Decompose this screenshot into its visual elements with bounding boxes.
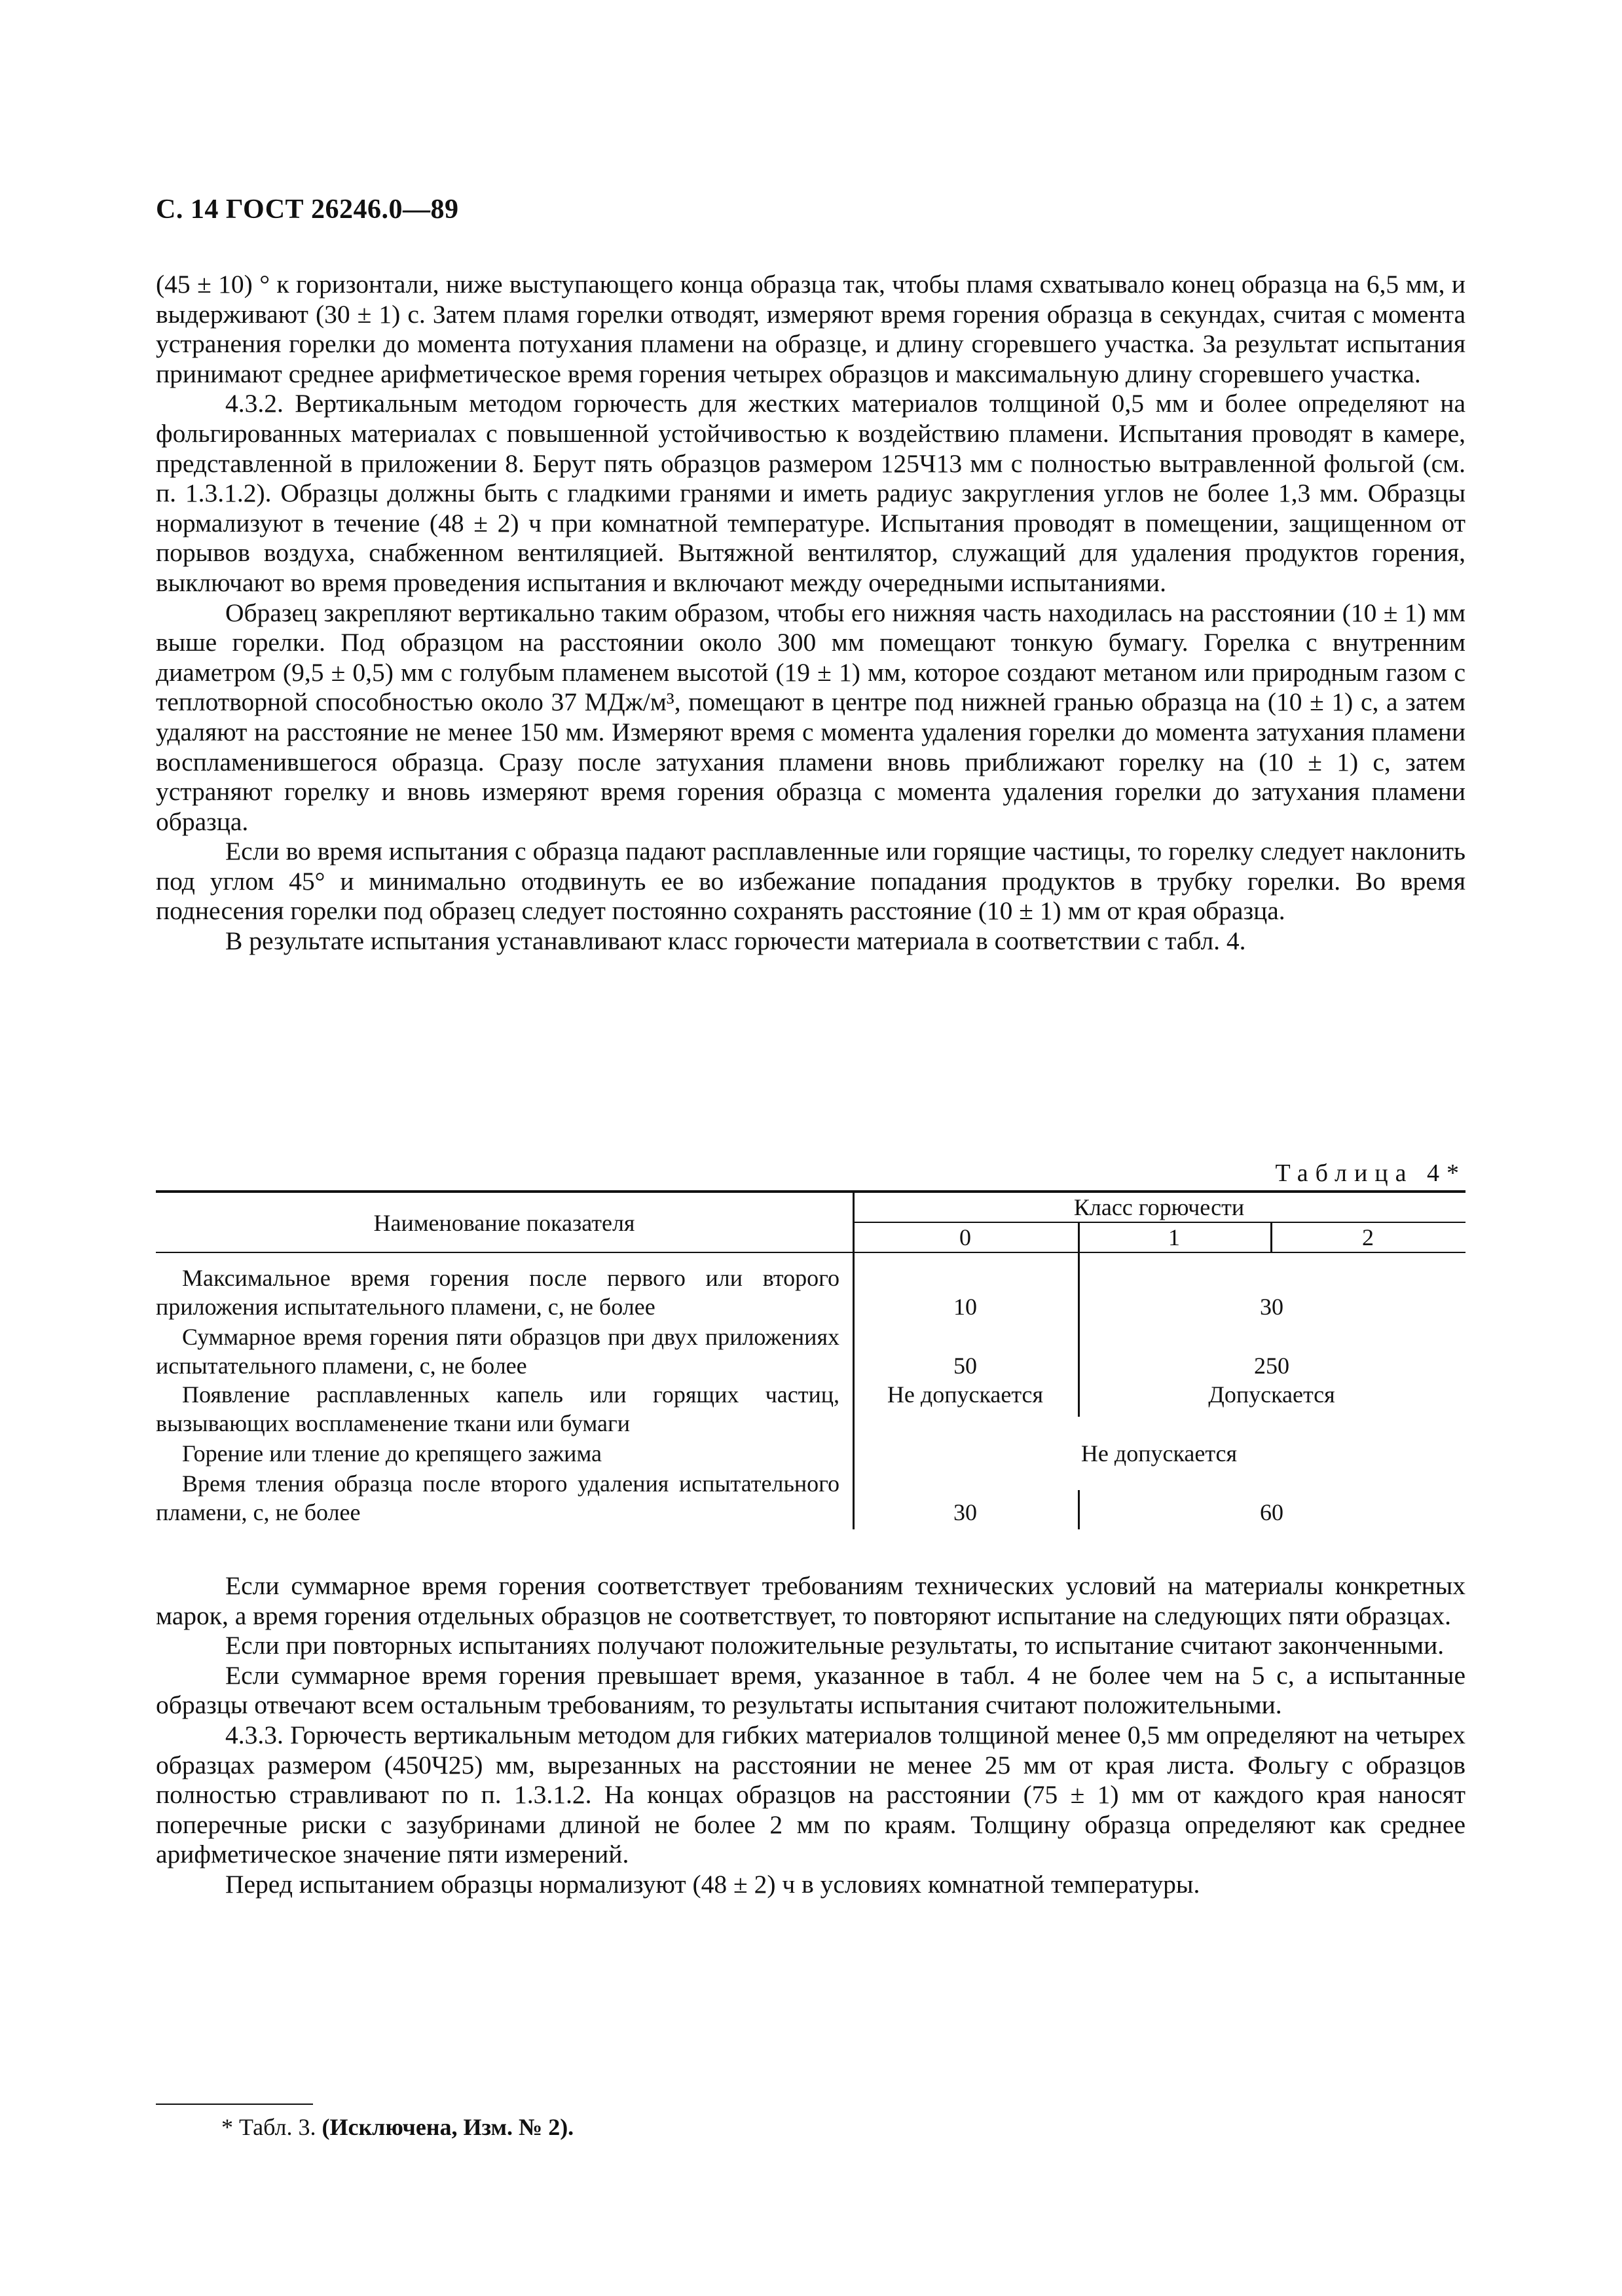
table-cell-class-0: 30 xyxy=(953,1499,977,1525)
paragraph: Если суммарное время горения превышает время, указанное в табл. 4 не более чем на 5 с, а испытанные образцы отвечают всем остальным требованиям, то результаты испытания считают положительными. xyxy=(156,1660,1465,1720)
table-cell-class-1-2: 60 xyxy=(1260,1499,1283,1525)
table-cell-class-0: 50 xyxy=(953,1353,977,1379)
table-row-name: Суммарное время горения пяти образцов при двух приложениях испытательного пламени, с, не более xyxy=(156,1324,839,1379)
table-cell-class-0: 10 xyxy=(953,1294,977,1320)
page-header: С. 14 ГОСТ 26246.0—89 xyxy=(156,194,459,225)
header-class-2: 2 xyxy=(1362,1224,1374,1250)
footnote xyxy=(221,2113,574,2141)
header-bottom-rule xyxy=(156,1252,1465,1253)
header-class-1: 1 xyxy=(1168,1224,1180,1250)
paragraph: Образец закрепляют вертикально таким образом, чтобы его нижняя часть находилась на расстоянии (10 ± 1) мм выше горелки. Под образцом на расстоянии около 300 мм помещают тонкую бумагу. Горелка с внутренним диаметром (9,5 ± 0,5) мм с голубым пламенем высотой (19 ± 1) мм, которое создают метаном или природным газом с теплотворной способностью около 37 МДж/м³, помещают в центре под нижней гранью образца на (10 ± 1) с, а затем удаляют на расстояние не менее 150 мм. Измеряют время с момента удаления горелки до момента затухания пламени воспламенившегося образца. Сразу после затухания пламени вновь приближают горелку на (10 ± 1) с, затем устраняют горелку и вновь измеряют время горения образца с момента удаления горелки до затухания пламени образца. xyxy=(156,598,1465,836)
table-row-name: Максимальное время горения после первого или второго приложения испытательного пламени, с, не более xyxy=(156,1265,839,1320)
footnote-prefix: * Табл. 3. xyxy=(221,2114,322,2140)
table-cell-all-classes: Не допускается xyxy=(1080,1440,1238,1467)
table-cell-class-1-2: 250 xyxy=(1254,1353,1289,1379)
footnote-rule xyxy=(156,2104,313,2105)
table-cell-class-1-2: Допускается xyxy=(1208,1381,1335,1408)
header-flammability-class: Класс горючести xyxy=(1073,1194,1245,1220)
text-block-bottom xyxy=(156,1571,1465,1900)
text-block-top xyxy=(156,270,1465,957)
paragraph: В результате испытания устанавливают класс горючести материала в соответствии с табл. 4. xyxy=(225,926,1246,956)
paragraph: Если суммарное время горения соответствует требованиям технических условий на материалы конкретных марок, а время горения отдельных образцов не соответствует, то повторяют испытание на следующих пяти образцах. xyxy=(156,1571,1465,1630)
header-class-0: 0 xyxy=(959,1224,971,1250)
paragraph: Если во время испытания с образца падают расплавленные или горящие частицы, то горелку следует наклонить под углом 45° и минимально отодвинуть ее во избежание попадания продуктов в трубку горелки. Во время поднесения горелки под образец следует постоянно сохранять расстояние (10 ± 1) мм от края образца. xyxy=(156,837,1465,926)
footnote-bold: (Исключена, Изм. № 2). xyxy=(322,2114,574,2140)
paragraph: 4.3.2. Вертикальным методом горючесть для жестких материалов толщиной 0,5 мм и более определяют на фольгированных материалах с повышенной устойчивостью к воздействию пламени. Испытания проводят в камере, представленной в приложении 8. Берут пять образцов размером 125Ч13 мм с полностью вытравленной фольгой (см. п. 1.3.1.2). Образцы должны быть с гладкими гранями и иметь радиус закругления углов не более 1,3 мм. Образцы нормализуют в течение (48 ± 2) ч при комнатной температуре. Испытания проводят в помещении, защищенном от порывов воздуха, снабженном вентиляцией. Вытяжной вентилятор, служащий для удаления продуктов горения, выключают во время проведения испытания и включают между очередными испытаниями. xyxy=(156,389,1465,597)
paragraph: Перед испытанием образцы нормализуют (48 ± 2) ч в условиях комнатной температуры. xyxy=(225,1869,1200,1899)
table-row-name: Время тления образца после второго удаления испытательного пламени, с, не более xyxy=(156,1470,839,1525)
paragraph: (45 ± 10) ° к горизонтали, ниже выступающего конца образца так, чтобы пламя схватывало конец образца на 6,5 мм, и выдерживают (30 ± 1) с. Затем пламя горелки отводят, измеряют время горения образца в секундах, считая с момента устранения горелки до момента потухания пламени на образце, и длину сгоревшего участка. За результат испытания принимают среднее арифметическое время горения четырех образцов и максимальную длину сгоревшего участка. xyxy=(156,270,1465,388)
paragraph: 4.3.3. Горючесть вертикальным методом для гибких материалов толщиной менее 0,5 мм определяют на четырех образцах размером (450Ч25) мм, вырезанных на расстоянии не менее 25 мм от края листа. Фольгу с образцов полностью стравливают по п. 1.3.1.2. На концах образцов на расстоянии (75 ± 1) мм от каждого края наносят поперечные риски с зазубринами длиной не более 2 мм по краям. Толщину образца определяют как среднее арифметическое значение пяти измерений. xyxy=(156,1720,1465,1869)
table-row-name: Появление расплавленных капель или горящих частиц, вызывающих воспламенение ткани или бумаги xyxy=(156,1381,839,1436)
paragraph: Если при повторных испытаниях получают положительные результаты, то испытание считают законченными. xyxy=(225,1631,1445,1660)
header-indicator-name: Наименование показателя xyxy=(373,1210,635,1236)
table-cell-class-0: Не допускается xyxy=(887,1381,1044,1408)
table-label: Таблица 4* xyxy=(1275,1159,1466,1187)
table-row-name: Горение или тление до крепящего зажима xyxy=(182,1440,602,1467)
table-cell-class-1-2: 30 xyxy=(1260,1294,1283,1320)
